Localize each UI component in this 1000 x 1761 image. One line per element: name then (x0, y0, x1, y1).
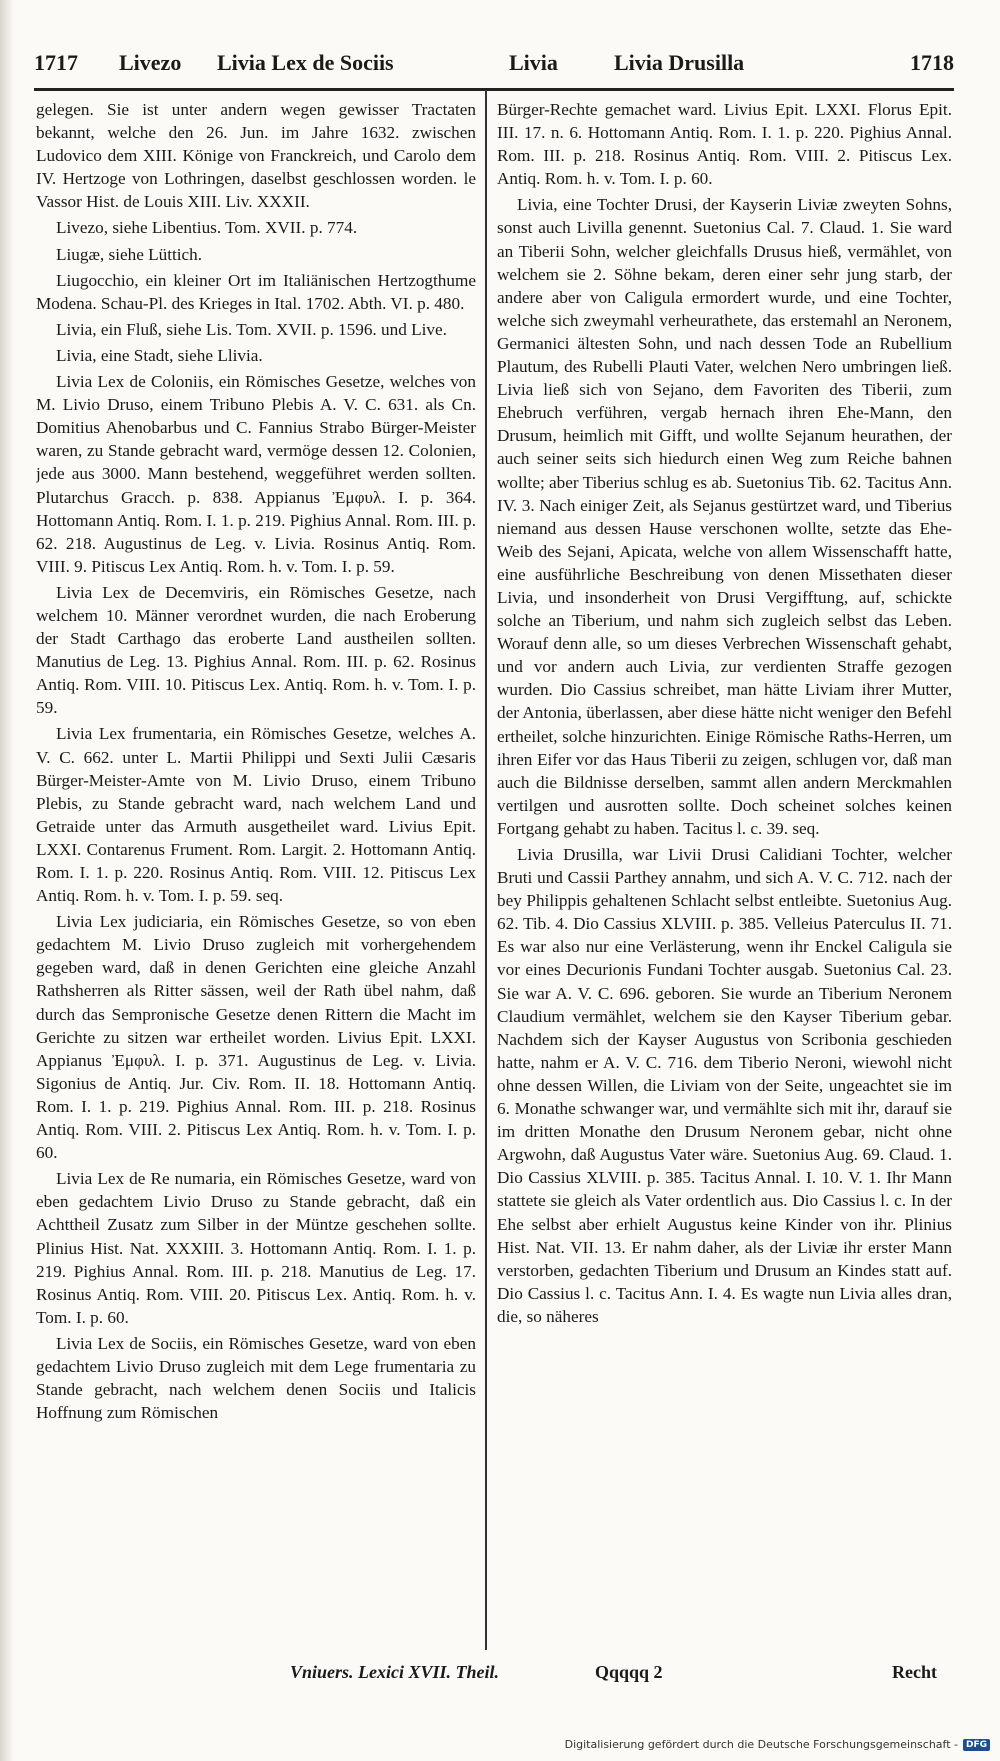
header-rule (34, 88, 954, 91)
volume-footer: Vniuers. Lexici XVII. Theil. (290, 1662, 500, 1682)
header-keyword-right-1: Livia (509, 50, 558, 75)
right-column (497, 98, 952, 1658)
entry-paragraph: Livia, eine Stadt, siehe Llivia. (56, 345, 263, 365)
entry-paragraph: Liugocchio, ein kleiner Ort im Italiänischen Hertzogthume Modena. Schau-Pl. des Krieges in Ital. 1702. Abth. VI. p. 480. (36, 270, 476, 313)
entry-paragraph: Livezo, siehe Libentius. Tom. XVII. p. 774. (56, 218, 358, 238)
entry-paragraph: Livia Lex frumentaria, ein Römisches Gesetze, welches A. V. C. 662. unter L. Martii Philippi und Sexti Julii Cæsaris Bürger-Meister-Amte von M. Livio Druso, einem Tribuno Plebis, zu Stande gebracht ward, nach welchem Land und Getraide unter das Armuth ausgetheilet ward. Livius Epit. LXXI. Contarenus Frument. Rom. Largit. 2. Hottomann Antiq. Rom. I. 1. p. 220. Rosinus Antiq. Rom. VIII. 12. Pitiscus Lex Antiq. Rom. h. v. Tom. I. p. 59. seq. (36, 724, 476, 906)
left-column (36, 98, 476, 1658)
entry-paragraph: Livia Drusilla, war Livii Drusi Calidiani Tochter, welcher Bruti und Cassii Parthey annahm, und sich A. V. C. 712. nach der bey Philippis gehaltenen Schlacht selbst entleibte. Suetonius Aug. 62. Tib. 4. Dio Cassius XLVIII. p. 385. Velleius Paterculus II. 71. Es war also nur eine Verlästerung, wenn ihr Enckel Caligula sie vor eines Decurionis Fundani Tochter ausgab. Suetonius Cal. 23. Sie war A. V. C. 696. geboren. Sie wurde an Tiberium Neronem Claudium vermählet, welchem sie den Kayser Tiberium gebar. Nachdem sich der Kayser Augustus von Scribonia geschieden hatte, nahm er A. V. C. 716. dem Tiberio Neroni, wiewohl nicht ohne dessen Willen, die Liviam von der Seite, ungeachtet sie im 6. Monathe schwanger war, und vermählte sich mit ihr, darauf sie im dritten Monathe den Drusum Neronem gebar, nicht ohne Argwohn, daß Augustus Vater wäre. Suetonius Aug. 69. Claud. 1. Dio Cassius XLVIII. p. 385. Tacitus Annal. I. 10. V. 1. Ihr Mann stattete sie gleich als Vater ordentlich aus. Dio Cassius l. c. In der Ehe selbst aber erhielt Augustus keine Kinder von ihr. Plinius Hist. Nat. VII. 13. Er nahm daher, als der Liviæ ihr erster Mann verstorben, gedachten Tiberium und Drusum an Kindes statt auf. Dio Cassius l. c. Tacitus Ann. I. 4. Es wagte nun Livia alles dran, die, so näheres (497, 845, 952, 1326)
column-divider (485, 90, 487, 1650)
header-keyword-right-2: Livia Drusilla (614, 50, 745, 75)
entry-paragraph: gelegen. Sie ist unter andern wegen gewisser Tractaten bekannt, welche den 26. Jun. im Jahre 1632. zwischen Ludovico dem XIII. Könige von Franckreich, und Carolo dem IV. Hertzoge von Lothringen, daselbst geschlossen worden. le Vassor Hist. de Louis XIII. Liv. XXXII. (36, 100, 476, 212)
signature-mark: Qqqqq 2 (595, 1662, 663, 1682)
entry-paragraph: Livia, eine Tochter Drusi, der Kayserin Liviæ zweyten Sohns, sonst auch Livilla genennt. Suetonius Cal. 7. Claud. 1. Sie ward an Tiberii Sohn, welcher gleichfalls Drusus hieß, vermählet, von welchem sie 2. Söhne bekam, deren einer sehr jung starb, der andere aber von Caligula ermordert wurde, und eine Tochter, welche sich zweymahl verheurathete, das erstemahl an Neronem, Germanici ältesten Sohn, und nach dessen Tode an Rubellium Plautum, des Rubelli Plauti Vater, welchen Nero umbringen ließ. Livia ließ sich von Sejano, dem Favoriten des Tiberii, zum Ehebruch verführen, vergab hernach ihren Ehe-Mann, den Drusum, heimlich mit Gifft, und wollte Sejanum heurathen, der auch seiner seits sich hiedurch einen Weg zum Reiche bahnen wollte; aber Tiberius schlug es ab. Suetonius Tib. 62. Tacitus Ann. IV. 3. Nach einiger Zeit, als Sejanus gestürtzet ward, und Tiberius niemand aus dessen Hause verschonen wollte, setzte das Ehe-Weib des Sejani, Apicata, welche von allem Wissenschafft hatte, eine ausführliche Beschreibung von denen Missethaten dieser Livia, und insonderheit von Drusi Vergifftung, auf, schickte solche an Tiberium, und nahm sich zugleich selbst das Leben. Worauf denn alle, so um dieses Verbrechen Wissenschaft gehabt, und vor andern auch Livia, zur verdienten Straffe gezogen wurden. Dio Cassius schreibet, man hätte Liviam ihrer Mutter, der Antonia, überlassen, aber diese hätte nicht weniger den Befehl ertheilet, solche hinzurichten. Einige Römische Raths-Herren, um ihren Eifer vor das Haus Tiberii zu zeigen, schlugen vor, daß man auch die Bildnisse derselben, sammt allen andern Merckmahlen vertilgen und ausrotten sollte. Doch scheinet solches keinen Fortgang gehabt zu haben. Tacitus l. c. 39. seq. (497, 195, 952, 838)
entry-paragraph: Livia, ein Fluß, siehe Lis. Tom. XVII. p. 1596. und Live. (56, 319, 447, 339)
digitization-credit (565, 1738, 990, 1751)
entry-paragraph: Livia Lex de Sociis, ein Römisches Gesetze, ward von eben gedachtem Livio Druso zugleich mit dem Lege frumentaria zu Stande gebracht, nach welchem denen Sociis und Italicis Hoffnung zum Römischen (36, 1333, 476, 1423)
entry-paragraph: Liugæ, siehe Lüttich. (56, 244, 203, 264)
page-number-left: 1717 (34, 50, 78, 75)
scan-edge-shadow (0, 0, 14, 1761)
entry-paragraph: Livia Lex de Re numaria, ein Römisches Gesetze, ward von eben gedachtem Livio Druso zu Stande gebracht, daß ein Achttheil Zusatz zum Silber in der Müntze geschehen sollte. Plinius Hist. Nat. XXXIII. 3. Hottomann Antiq. Rom. I. 1. p. 219. Pighius Annal. Rom. III. p. 218. Manutius de Leg. 17. Rosinus Antiq. Rom. VIII. 20. Pitiscus Lex. Antiq. Rom. h. v. Tom. I. p. 60. (36, 1169, 476, 1327)
entry-paragraph: Livia Lex judiciaria, ein Römisches Gesetze, so von eben gedachtem M. Livio Druso zugleich mit vorhergehendem gegeben ward, daß in denen Gerichten eine gleiche Anzahl Rathsherren als Ritter sässen, weil der Rath übel nahm, daß durch das Sempronische Gesetze denen Rittern die Macht im Gerichte zu sitzen war ertheilet worden. Livius Epit. LXXI. Appianus Ἐμφυλ. I. p. 371. Augustinus de Leg. v. Livia. Sigonius de Antiq. Jur. Civ. Rom. II. 18. Hottomann Antiq. Rom. I. 1. p. 219. Pighius Annal. Rom. III. p. 218. Rosinus Antiq. Rom. VIII. 2. Pitiscus Lex Antiq. Rom. h. v. Tom. I. p. 60. (36, 912, 476, 1163)
credit-text: Digitalisierung gefördert durch die Deutsche Forschungsgemeinschaft - (564, 1738, 958, 1751)
header-keyword-left-1: Livezo (119, 50, 182, 75)
dfg-logo: DFG (963, 1739, 990, 1751)
header-keyword-left-2: Livia Lex de Sociis (217, 50, 394, 75)
page-number-right: 1718 (910, 50, 954, 75)
catchword: Recht (892, 1662, 937, 1682)
entry-paragraph: Livia Lex de Coloniis, ein Römisches Gesetze, welches von M. Livio Druso, einem Tribuno Plebis A. V. C. 631. als Cn. Domitius Ahenobarbus und C. Fannius Strabo Bürger-Meister waren, zu Stande gebracht ward, vermöge dessen 12. Colonien, jede aus 3000. Mann bestehend, weggeführet werden sollten. Plutarchus Gracch. p. 838. Appianus Ἐμφυλ. I. p. 364. Hottomann Antiq. Rom. I. 1. p. 219. Pighius Annal. Rom. III. p. 62. 218. Augustinus de Leg. v. Livia. Rosinus Antiq. Rom. VIII. 9. Pitiscus Lex Antiq. Rom. h. v. Tom. I. p. 59. (36, 372, 476, 576)
entry-paragraph: Livia Lex de Decemviris, ein Römisches Gesetze, nach welchem 10. Männer verordnet wurden, die nach Eroberung der Stadt Carthago das eroberte Land austheilen sollten. Manutius de Leg. 13. Pighius Annal. Rom. III. p. 62. Rosinus Antiq. Rom. VIII. 10. Pitiscus Lex. Antiq. Rom. h. v. Tom. I. p. 59. (36, 582, 476, 718)
entry-paragraph: Bürger-Rechte gemachet ward. Livius Epit. LXXI. Florus Epit. III. 17. n. 6. Hottomann Antiq. Rom. I. 1. p. 220. Pighius Annal. Rom. III. p. 218. Rosinus Antiq. Rom. VIII. 2. Pitiscus Lex. Antiq. Rom. h. v. Tom. I. p. 60. (497, 100, 952, 189)
running-header (34, 50, 954, 86)
